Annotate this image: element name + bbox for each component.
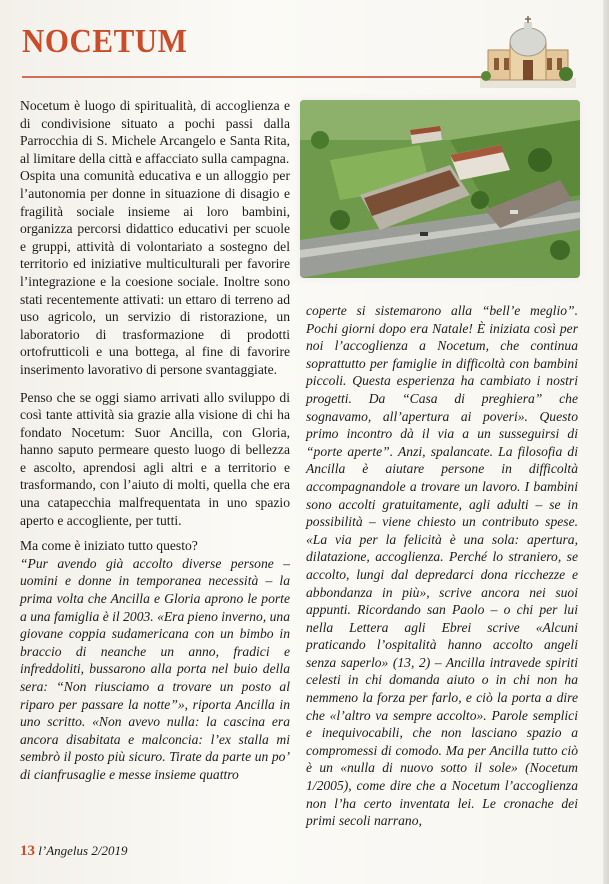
paragraph-founders: Penso che se oggi siamo arrivati allo sviluppo di così tante attività sia grazie alla visione di chi ha fondato Nocetum: Suor Ancilla, con Gloria, hanno saputo permeare questo luogo di bellezza e ascolto, aprendosi agli altri e a territorio e trasformando, con l’aiuto di molti, quella che era una catapecchia malfrequentata in uno spazio aperto e accogliente, per tutti. (20, 389, 290, 528)
left-column (20, 97, 290, 792)
page-footer (20, 843, 127, 860)
paragraph-continuation: coperte si sistemarono alla “bell’e meglio”. Pochi giorni dopo era Natale! È iniziata così per noi l’accoglienza a Nocetum, che continua soprattutto per famiglie in difficoltà con bambini piccoli. Questa esperienza ha cambiato i nostri progetti. Da “Casa di preghiera” che sognavamo, all’apertura ai poveri». Questo primo incontro dà il via a un susseguirsi di “porte aperte”. Anzi, spalancate. La filosofia di Ancilla è aiutare persone in difficoltà accompagnandole a trovare un lavoro. I bambini sono accolti gratuitamente, agli adulti – se in possibilità – viene chiesto un contributo spese. «La via per la felicità è una sola: apertura, dilatazione, accoglienza. Perché lo straniero, se accolto, lungi dal depredarci dona ricchezze e abbondanza in più», scrive ancora nei suoi appunti. Ricordando san Paolo – o chi per lui nella Lettera agli Ebrei scrive «Alcuni praticando l’ospitalità hanno accolto angeli senza saperlo» (13, 2) – Ancilla intravede spiriti celesti in chi domanda aiuto o in chi non ha nemmeno la forza per farlo, e ciò la porta a dire che «l’altro va sempre accolto». Parole semplici e inequivocabili, che non lasciano spazio a compromessi di comodo. Ma per Ancilla tutto ciò è un «nulla di nuovo sotto il sole» (Nocetum 1/2005), come dire che a Nocetum l’accoglienza non l’ha certo inventata lei. Le cronache dei primi secoli narrano, (306, 303, 578, 829)
church-icon (480, 16, 576, 88)
article-title: NOCETUM (22, 22, 188, 60)
paragraph-activities: Ospita una comunità educativa e un alloggio per l’autonomia per donne in situazione di disagio e fragilità sociale insieme ai loro bambini, organizza percorsi didattico educativi per scuole e gruppi, attività di volontariato a sostegno del territorio ed iniziative multiculturali per favorire l’integrazione e la coesione sociale. Inoltre sono stati recentemente attivati: un ettaro di terreno ad uso agricolo, un servizio di ristorazione, un laboratorio di trasformazione di prodotti ortofrutticoli e una bottega, al fine di favorire inserimento lavorativo di persone svantaggiate. (20, 168, 290, 377)
magazine-issue: 2/2019 (91, 843, 128, 858)
paragraph-story: “Pur avendo già accolto diverse persone – uomini e donne in temporanea necessità – la prima volta che Ancilla e Gloria aprono le porte a una famiglia è il 2003. «Era pieno inverno, una giovane coppia sudamericana con un bimbo in braccio di neanche un anno, fradici e infreddoliti, bussarono alla porta nel buio della sera: “Non riusciamo a trovare un posto al riparo per passare la notte”», riporta Ancilla in uno scritto. «Non avevo nulla: la cascina era ancora disabitata e malconcia: l’ex stalla mi sembrò il posto più sicuro. Tirate da parte un po’ di cianfrusaglie e messe insieme quattro (20, 555, 290, 782)
paragraph-question: Ma come è iniziato tutto questo? (20, 538, 198, 554)
right-column (306, 302, 578, 838)
paragraph-intro: Nocetum è luogo di spiritualità, di accoglienza e di condivisione situato a pochi passi dalla Parrocchia di S. Michele Arcangelo e Santa Rita, al limitare della città e affacciato sulla campagna. (20, 98, 290, 166)
page-edge (603, 0, 609, 884)
magazine-name: l’Angelus (38, 843, 89, 858)
aerial-photo (300, 100, 580, 278)
page-number: 13 (20, 843, 35, 859)
title-rule (22, 76, 492, 78)
